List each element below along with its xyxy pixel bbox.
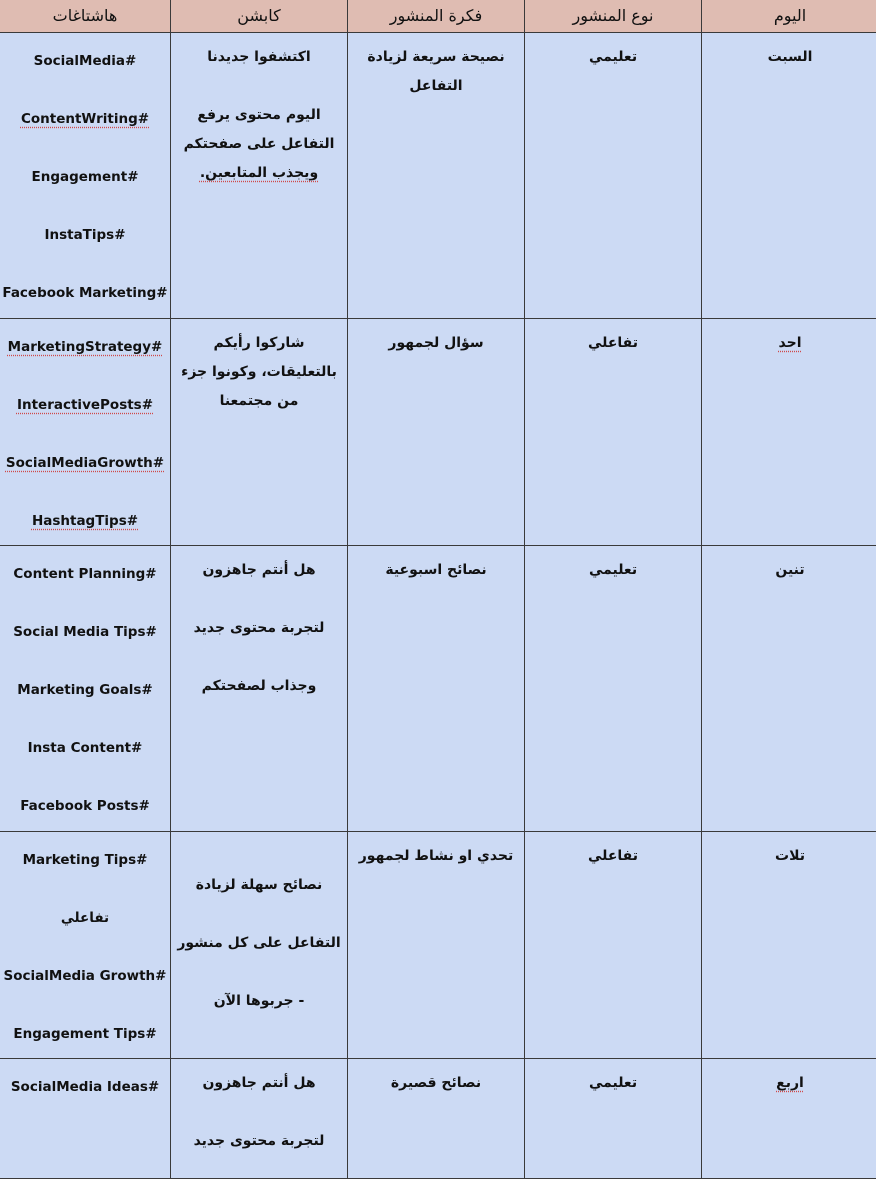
- table-row: [0, 33, 876, 319]
- idea-cell: [348, 319, 525, 546]
- hashtag: Engagement#: [31, 163, 138, 192]
- idea-line: تحدي او نشاط لجمهور: [359, 842, 514, 871]
- caption-cell: [171, 1059, 348, 1179]
- post-type: تفاعلي: [588, 329, 638, 358]
- day-label: السبت: [768, 43, 813, 72]
- caption-line: اكتشفوا جديدنا: [207, 43, 310, 72]
- hashtag: SocialMediaGrowth#: [6, 449, 164, 478]
- post-type: تعليمي: [589, 1069, 637, 1098]
- table-row: [0, 546, 876, 832]
- day-cell: [702, 832, 876, 1059]
- header-post-idea: فكرة المنشور: [348, 0, 525, 33]
- hashtag: HashtagTips#: [32, 507, 138, 536]
- idea-line: نصيحة سريعة لزيادة: [367, 43, 504, 72]
- day-cell: [702, 319, 876, 546]
- caption-line: من مجتمعنا: [220, 387, 299, 416]
- hashtag: Engagement Tips#: [13, 1020, 156, 1049]
- day-cell: [702, 1059, 876, 1179]
- day-label: تلات: [775, 842, 805, 871]
- day-label: اربع: [776, 1069, 804, 1098]
- caption-cell: [171, 832, 348, 1059]
- header-row: [0, 0, 876, 33]
- hashtags-cell: [0, 1059, 171, 1179]
- hashtag: Insta Content#: [28, 734, 143, 763]
- hashtags-cell: [0, 546, 171, 832]
- table-row: [0, 319, 876, 546]
- hashtag: تفاعلي: [61, 904, 109, 933]
- day-label: تنين: [775, 556, 804, 585]
- type-cell: [525, 832, 702, 1059]
- hashtag: Facebook Posts#: [20, 792, 150, 821]
- day-cell: [702, 33, 876, 319]
- hashtag: Marketing Goals#: [17, 676, 152, 705]
- idea-cell: [348, 546, 525, 832]
- type-cell: [525, 33, 702, 319]
- type-cell: [525, 319, 702, 546]
- caption-cell: [171, 33, 348, 319]
- caption-line: وجذاب لصفحتكم: [202, 672, 317, 701]
- header-caption: كابشن: [171, 0, 348, 33]
- post-type: تفاعلي: [588, 842, 638, 871]
- caption-line: بالتعليقات، وكونوا جزء: [181, 358, 337, 387]
- hashtags-cell: [0, 33, 171, 319]
- header-day: اليوم: [702, 0, 876, 33]
- hashtag: Facebook Marketing#: [2, 279, 167, 308]
- header-post-type: نوع المنشور: [525, 0, 702, 33]
- caption-line: شاركوا رأيكم: [214, 329, 305, 358]
- hashtag: MarketingStrategy#: [8, 333, 163, 362]
- caption-line: اليوم محتوى يرفع: [197, 101, 320, 130]
- idea-cell: [348, 832, 525, 1059]
- caption-line: التفاعل على كل منشور: [177, 929, 340, 958]
- caption-line: نصائح سهلة لزيادة: [196, 871, 323, 900]
- hashtags-cell: [0, 832, 171, 1059]
- post-type: تعليمي: [589, 43, 637, 72]
- caption-line: لتجربة محتوى جديد: [194, 1127, 325, 1156]
- hashtags-cell: [0, 319, 171, 546]
- caption-line: ويجذب المتابعين.: [200, 159, 318, 188]
- idea-cell: [348, 33, 525, 319]
- day-cell: [702, 546, 876, 832]
- idea-line: التفاعل: [409, 72, 462, 101]
- hashtag: Content Planning#: [13, 560, 156, 589]
- type-cell: [525, 546, 702, 832]
- caption-line: هل أنتم جاهزون: [202, 556, 315, 585]
- hashtag: SocialMedia Ideas#: [11, 1073, 159, 1102]
- header-hashtags: هاشتاغات: [0, 0, 171, 33]
- caption-cell: [171, 319, 348, 546]
- caption-line: - جربوها الآن: [214, 987, 305, 1016]
- idea-line: نصائح قصيرة: [391, 1069, 481, 1098]
- hashtag: ContentWriting#: [21, 105, 149, 134]
- hashtag: InteractivePosts#: [17, 391, 153, 420]
- idea-line: نصائح اسبوعية: [385, 556, 486, 585]
- post-type: تعليمي: [589, 556, 637, 585]
- type-cell: [525, 1059, 702, 1179]
- hashtag: SocialMedia Growth#: [4, 962, 167, 991]
- idea-line: سؤال لجمهور: [388, 329, 483, 358]
- table-row: [0, 1059, 876, 1179]
- caption-line: هل أنتم جاهزون: [202, 1069, 315, 1098]
- caption-line: لتجربة محتوى جديد: [194, 614, 325, 643]
- caption-line: التفاعل على صفحتكم: [184, 130, 335, 159]
- caption-cell: [171, 546, 348, 832]
- day-label: احد: [779, 329, 802, 358]
- idea-cell: [348, 1059, 525, 1179]
- table-row: [0, 832, 876, 1059]
- hashtag: SocialMedia#: [34, 47, 137, 76]
- hashtag: InstaTips#: [44, 221, 125, 250]
- hashtag: Marketing Tips#: [23, 846, 148, 875]
- hashtag: Social Media Tips#: [13, 618, 157, 647]
